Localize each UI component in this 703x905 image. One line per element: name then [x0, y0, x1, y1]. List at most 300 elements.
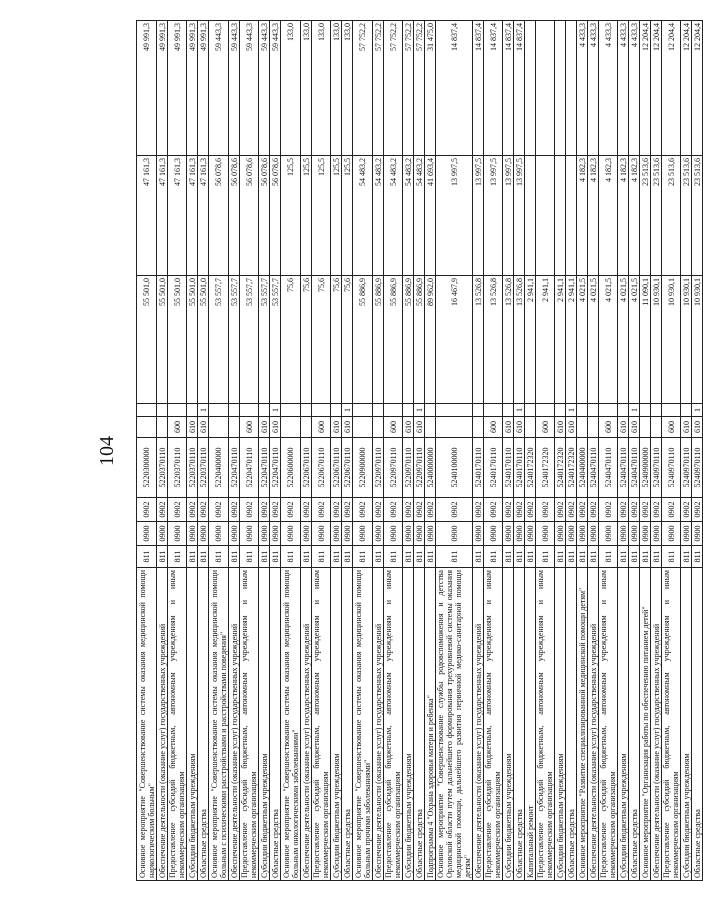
- row-section-code: 0900: [229, 522, 240, 546]
- row-amount-year1: 53 557,7: [259, 276, 270, 404]
- table-row: [425, 21, 436, 881]
- row-subsection-code: 0902: [692, 498, 703, 522]
- row-expense-type: 610: [259, 417, 270, 438]
- row-expense-type: [157, 417, 168, 438]
- row-fund-source: [503, 404, 514, 417]
- row-amount-year1: 55 886,9: [353, 276, 373, 404]
- row-name: Субсидии бюджетным учреждениям: [331, 568, 342, 881]
- row-name: Субсидии бюджетным учреждениям: [259, 568, 270, 881]
- row-expense-type: 610: [342, 417, 353, 438]
- row-section-code: 0900: [473, 522, 484, 546]
- table-row: [259, 21, 270, 881]
- row-subsection-code: 0902: [640, 498, 651, 522]
- row-subsection-code: 0902: [514, 498, 525, 522]
- row-name: Областные средства: [692, 568, 703, 881]
- row-subsection-code: 0902: [331, 498, 342, 522]
- row-ved-code: 811: [651, 546, 662, 568]
- row-expense-type: [281, 417, 301, 438]
- row-fund-source: [373, 404, 384, 417]
- row-expense-type: [436, 417, 473, 438]
- row-amount-year2: 13 997,5: [436, 156, 473, 276]
- row-section-code: 0900: [414, 522, 425, 546]
- row-expense-type: [425, 417, 436, 438]
- row-subsection-code: 0902: [436, 498, 473, 522]
- row-fund-source: 1: [566, 404, 577, 417]
- row-name: Обеспечение деятельности (оказание услуг) государственных учреждений: [651, 568, 662, 881]
- row-section-code: 0900: [588, 522, 599, 546]
- row-section-code: 0900: [281, 522, 301, 546]
- row-expense-type: [353, 417, 373, 438]
- row-ved-code: 811: [281, 546, 301, 568]
- table-row: [187, 21, 198, 881]
- row-ved-code: 811: [187, 546, 198, 568]
- row-ved-code: 811: [301, 546, 312, 568]
- row-fund-source: 1: [198, 404, 209, 417]
- row-name: Основное мероприятие "Развитие специализированной медицинской помощи детям": [577, 568, 588, 881]
- table-row: [414, 21, 425, 881]
- row-name: Областные средства: [198, 568, 209, 881]
- row-target-article: 5240170110: [503, 438, 514, 498]
- row-subsection-code: 0902: [525, 498, 536, 522]
- row-target-article: 5220470110: [229, 438, 240, 498]
- row-target-article: 5220600000: [281, 438, 301, 498]
- row-amount-year1: 55 501,0: [187, 276, 198, 404]
- row-amount-year2: 56 078,6: [270, 156, 281, 276]
- row-expense-type: 610: [414, 417, 425, 438]
- row-ved-code: 811: [331, 546, 342, 568]
- row-name: Субсидии бюджетным учреждениям: [403, 568, 414, 881]
- row-amount-year3: 12 204,4: [640, 21, 651, 156]
- row-amount-year3: 14 837,4: [503, 21, 514, 156]
- row-fund-source: [353, 404, 373, 417]
- row-subsection-code: 0902: [312, 498, 331, 522]
- row-fund-source: [331, 404, 342, 417]
- row-fund-source: [681, 404, 692, 417]
- row-name: Основное мероприятие "Совершенствование системы оказания медицинской помощи больным онкологическими заболеваниями": [281, 568, 301, 881]
- row-section-code: 0900: [514, 522, 525, 546]
- row-expense-type: 610: [566, 417, 577, 438]
- row-amount-year3: 12 204,4: [651, 21, 662, 156]
- row-ved-code: 811: [353, 546, 373, 568]
- row-name: Основное мероприятие "Совершенствование системы оказания медицинской помощи наркологическим больным": [137, 568, 157, 881]
- row-expense-type: [137, 417, 157, 438]
- row-name: Предоставление субсидий бюджетным, автономным учреждениям и иным некоммерческим организациям: [536, 568, 555, 881]
- row-target-article: 5240170110: [473, 438, 484, 498]
- row-section-code: 0900: [240, 522, 259, 546]
- row-target-article: 5220970110: [414, 438, 425, 498]
- row-amount-year3: 31 475,0: [425, 21, 436, 156]
- table-row: [629, 21, 640, 881]
- row-amount-year3: 12 204,4: [681, 21, 692, 156]
- row-target-article: 5240172320: [536, 438, 555, 498]
- row-amount-year1: 13 526,8: [514, 276, 525, 404]
- row-fund-source: [599, 404, 618, 417]
- row-name: Обеспечение деятельности (оказание услуг) государственных учреждений: [588, 568, 599, 881]
- row-ved-code: 811: [403, 546, 414, 568]
- row-expense-type: 600: [536, 417, 555, 438]
- table-row: [640, 21, 651, 881]
- row-amount-year3: 14 837,4: [484, 21, 503, 156]
- row-ved-code: 811: [373, 546, 384, 568]
- row-amount-year3: 57 752,2: [384, 21, 403, 156]
- row-expense-type: [301, 417, 312, 438]
- row-name: Предоставление субсидий бюджетным, автономным учреждениям и иным некоммерческим организациям: [484, 568, 503, 881]
- row-amount-year1: 55 886,9: [384, 276, 403, 404]
- row-target-article: 5240470110: [599, 438, 618, 498]
- row-amount-year3: 133,0: [331, 21, 342, 156]
- row-subsection-code: 0902: [270, 498, 281, 522]
- row-expense-type: [209, 417, 229, 438]
- row-expense-type: 600: [384, 417, 403, 438]
- row-expense-type: 610: [692, 417, 703, 438]
- row-name: Субсидии бюджетным учреждениям: [503, 568, 514, 881]
- row-ved-code: 811: [566, 546, 577, 568]
- row-amount-year2: 4 182,3: [629, 156, 640, 276]
- row-subsection-code: 0902: [198, 498, 209, 522]
- row-ved-code: 811: [259, 546, 270, 568]
- row-amount-year2: 23 513,6: [692, 156, 703, 276]
- row-amount-year3: 49 991,3: [168, 21, 187, 156]
- row-amount-year3: 57 752,2: [353, 21, 373, 156]
- row-amount-year2: 56 078,6: [240, 156, 259, 276]
- row-target-article: 5240172320: [525, 438, 536, 498]
- row-fund-source: [640, 404, 651, 417]
- row-name: Предоставление субсидий бюджетным, автономным учреждениям и иным некоммерческим организациям: [312, 568, 331, 881]
- row-amount-year2: 125,5: [281, 156, 301, 276]
- row-amount-year1: 55 501,0: [168, 276, 187, 404]
- row-amount-year1: 53 557,7: [229, 276, 240, 404]
- row-amount-year3: 4 433,3: [577, 21, 588, 156]
- row-name: Основное мероприятие "Организация работы по обеспечению питанием детей": [640, 568, 651, 881]
- row-target-article: 5240172320: [555, 438, 566, 498]
- row-fund-source: [588, 404, 599, 417]
- row-amount-year2: 47 161,3: [137, 156, 157, 276]
- row-amount-year1: 53 557,7: [209, 276, 229, 404]
- row-section-code: 0900: [640, 522, 651, 546]
- table-row: [373, 21, 384, 881]
- row-ved-code: 811: [270, 546, 281, 568]
- row-section-code: 0900: [353, 522, 373, 546]
- row-expense-type: [473, 417, 484, 438]
- row-name: Капитальный ремонт: [525, 568, 536, 881]
- row-amount-year2: 23 513,6: [662, 156, 681, 276]
- row-section-code: 0900: [536, 522, 555, 546]
- row-fund-source: 1: [270, 404, 281, 417]
- row-ved-code: 811: [577, 546, 588, 568]
- row-subsection-code: 0902: [414, 498, 425, 522]
- row-section-code: 0900: [692, 522, 703, 546]
- row-amount-year1: 4 021,5: [629, 276, 640, 404]
- row-expense-type: 600: [599, 417, 618, 438]
- row-expense-type: 610: [187, 417, 198, 438]
- row-subsection-code: 0902: [566, 498, 577, 522]
- row-amount-year3: 4 433,3: [618, 21, 629, 156]
- row-name: Предоставление субсидий бюджетным, автономным учреждениям и иным некоммерческим организациям: [662, 568, 681, 881]
- row-amount-year2: 54 483,2: [373, 156, 384, 276]
- row-amount-year2: 54 483,2: [384, 156, 403, 276]
- row-name: Обеспечение деятельности (оказание услуг) государственных учреждений: [157, 568, 168, 881]
- page-number: 104: [96, 436, 118, 466]
- row-amount-year3: 133,0: [281, 21, 301, 156]
- row-amount-year3: 14 837,4: [473, 21, 484, 156]
- row-target-article: 5220370110: [168, 438, 187, 498]
- row-ved-code: 811: [312, 546, 331, 568]
- row-expense-type: 600: [240, 417, 259, 438]
- row-ved-code: 811: [525, 546, 536, 568]
- row-subsection-code: 0902: [301, 498, 312, 522]
- row-ved-code: 811: [536, 546, 555, 568]
- row-expense-type: 610: [681, 417, 692, 438]
- row-amount-year3: 133,0: [342, 21, 353, 156]
- table-row: [270, 21, 281, 881]
- row-fund-source: [436, 404, 473, 417]
- table-row: [651, 21, 662, 881]
- row-ved-code: 811: [240, 546, 259, 568]
- row-amount-year3: [566, 21, 577, 156]
- row-fund-source: [259, 404, 270, 417]
- row-name: Предоставление субсидий бюджетным, автономным учреждениям и иным некоммерческим организациям: [599, 568, 618, 881]
- row-ved-code: 811: [384, 546, 403, 568]
- table-row: [353, 21, 373, 881]
- row-amount-year3: 133,0: [301, 21, 312, 156]
- row-amount-year3: 49 991,3: [187, 21, 198, 156]
- row-amount-year1: 13 526,8: [503, 276, 514, 404]
- row-amount-year1: 11 090,1: [640, 276, 651, 404]
- row-amount-year1: 2 941,1: [536, 276, 555, 404]
- row-subsection-code: 0902: [629, 498, 640, 522]
- row-amount-year2: [555, 156, 566, 276]
- table-row: [342, 21, 353, 881]
- row-section-code: 0900: [425, 522, 436, 546]
- row-section-code: 0900: [651, 522, 662, 546]
- table-row: [229, 21, 240, 881]
- row-section-code: 0900: [342, 522, 353, 546]
- row-ved-code: 811: [473, 546, 484, 568]
- table-row: [301, 21, 312, 881]
- row-ved-code: 811: [342, 546, 353, 568]
- row-ved-code: 811: [599, 546, 618, 568]
- row-fund-source: [425, 404, 436, 417]
- row-ved-code: 811: [692, 546, 703, 568]
- row-section-code: 0900: [484, 522, 503, 546]
- row-fund-source: [157, 404, 168, 417]
- table-row: [681, 21, 692, 881]
- row-target-article: 5220370110: [198, 438, 209, 498]
- row-amount-year2: 4 182,3: [618, 156, 629, 276]
- row-fund-source: [137, 404, 157, 417]
- row-target-article: 5220400000: [209, 438, 229, 498]
- row-amount-year2: 47 161,3: [168, 156, 187, 276]
- row-ved-code: 811: [514, 546, 525, 568]
- row-expense-type: 610: [555, 417, 566, 438]
- row-amount-year1: 53 557,7: [270, 276, 281, 404]
- table-row: [566, 21, 577, 881]
- row-amount-year2: 4 182,3: [599, 156, 618, 276]
- row-amount-year2: 23 513,6: [640, 156, 651, 276]
- row-name: Областные средства: [566, 568, 577, 881]
- table-row: [692, 21, 703, 881]
- row-expense-type: [577, 417, 588, 438]
- row-section-code: 0900: [618, 522, 629, 546]
- row-expense-type: 610: [514, 417, 525, 438]
- row-subsection-code: 0902: [209, 498, 229, 522]
- row-expense-type: 600: [168, 417, 187, 438]
- row-amount-year2: 4 182,3: [577, 156, 588, 276]
- row-fund-source: [662, 404, 681, 417]
- row-ved-code: 811: [555, 546, 566, 568]
- row-fund-source: [187, 404, 198, 417]
- row-amount-year1: 10 930,1: [651, 276, 662, 404]
- row-subsection-code: 0902: [281, 498, 301, 522]
- row-expense-type: 610: [503, 417, 514, 438]
- row-target-article: 5240470110: [629, 438, 640, 498]
- row-fund-source: [651, 404, 662, 417]
- row-fund-source: [312, 404, 331, 417]
- row-amount-year3: [525, 21, 536, 156]
- row-fund-source: [577, 404, 588, 417]
- row-ved-code: 811: [436, 546, 473, 568]
- row-subsection-code: 0902: [187, 498, 198, 522]
- row-amount-year3: 4 433,3: [588, 21, 599, 156]
- row-target-article: 5220470110: [240, 438, 259, 498]
- row-target-article: 5240170110: [514, 438, 525, 498]
- table-row: [588, 21, 599, 881]
- row-amount-year2: 125,5: [301, 156, 312, 276]
- row-amount-year1: 55 501,0: [198, 276, 209, 404]
- row-target-article: 5240000000: [425, 438, 436, 498]
- row-name: Субсидии бюджетным учреждениям: [555, 568, 566, 881]
- row-amount-year2: 13 997,5: [514, 156, 525, 276]
- row-amount-year2: [525, 156, 536, 276]
- row-amount-year2: 125,5: [331, 156, 342, 276]
- row-amount-year1: 13 526,8: [484, 276, 503, 404]
- row-amount-year1: 4 021,5: [618, 276, 629, 404]
- row-expense-type: 610: [403, 417, 414, 438]
- row-fund-source: 1: [342, 404, 353, 417]
- row-amount-year2: 56 078,6: [259, 156, 270, 276]
- row-amount-year3: 12 204,4: [692, 21, 703, 156]
- row-amount-year1: 55 501,0: [137, 276, 157, 404]
- row-amount-year3: 57 752,2: [403, 21, 414, 156]
- row-section-code: 0900: [157, 522, 168, 546]
- row-ved-code: 811: [425, 546, 436, 568]
- row-amount-year2: 47 161,3: [198, 156, 209, 276]
- row-fund-source: 1: [514, 404, 525, 417]
- table-row: [240, 21, 259, 881]
- row-section-code: 0900: [503, 522, 514, 546]
- row-expense-type: 610: [618, 417, 629, 438]
- row-amount-year1: 55 886,9: [414, 276, 425, 404]
- row-amount-year1: 10 930,1: [692, 276, 703, 404]
- row-target-article: 5220670110: [342, 438, 353, 498]
- row-target-article: 5220300000: [137, 438, 157, 498]
- row-subsection-code: 0902: [536, 498, 555, 522]
- row-target-article: 5240970110: [651, 438, 662, 498]
- row-amount-year3: 57 752,2: [373, 21, 384, 156]
- row-expense-type: 600: [484, 417, 503, 438]
- row-subsection-code: 0902: [384, 498, 403, 522]
- table-row: [209, 21, 229, 881]
- row-amount-year1: 75,6: [281, 276, 301, 404]
- row-target-article: 5220470110: [270, 438, 281, 498]
- row-subsection-code: 0902: [403, 498, 414, 522]
- row-fund-source: [301, 404, 312, 417]
- row-subsection-code: 0902: [588, 498, 599, 522]
- row-subsection-code: 0902: [473, 498, 484, 522]
- row-name: Основное мероприятие "Совершенствование службы родовспоможения и детства Орловской области путем дальнейшего формирования трехуровневой системы оказания медицинской помощи, дальнейшего развития первичной медико-санитарной помощи детям": [436, 568, 473, 881]
- row-name: Предоставление субсидий бюджетным, автономным учреждениям и иным некоммерческим организациям: [240, 568, 259, 881]
- row-amount-year2: 125,5: [312, 156, 331, 276]
- row-expense-type: [229, 417, 240, 438]
- row-amount-year3: 59 443,3: [259, 21, 270, 156]
- row-target-article: 5220470110: [259, 438, 270, 498]
- row-target-article: 5220970110: [373, 438, 384, 498]
- row-ved-code: 811: [681, 546, 692, 568]
- row-subsection-code: 0902: [168, 498, 187, 522]
- row-section-code: 0900: [566, 522, 577, 546]
- row-amount-year2: 41 693,4: [425, 156, 436, 276]
- row-amount-year1: 10 930,1: [681, 276, 692, 404]
- row-amount-year1: 16 467,9: [436, 276, 473, 404]
- row-ved-code: 811: [588, 546, 599, 568]
- row-section-code: 0900: [301, 522, 312, 546]
- table-row: [555, 21, 566, 881]
- row-amount-year1: 4 021,5: [588, 276, 599, 404]
- row-section-code: 0900: [209, 522, 229, 546]
- row-target-article: 5240100000: [436, 438, 473, 498]
- row-section-code: 0900: [436, 522, 473, 546]
- row-expense-type: [588, 417, 599, 438]
- row-amount-year1: 2 941,1: [555, 276, 566, 404]
- row-section-code: 0900: [662, 522, 681, 546]
- row-fund-source: 1: [414, 404, 425, 417]
- row-section-code: 0900: [384, 522, 403, 546]
- row-section-code: 0900: [312, 522, 331, 546]
- row-amount-year1: 4 021,5: [577, 276, 588, 404]
- row-name: Обеспечение деятельности (оказание услуг) государственных учреждений: [373, 568, 384, 881]
- row-target-article: 5220670110: [301, 438, 312, 498]
- row-amount-year1: 53 557,7: [240, 276, 259, 404]
- row-subsection-code: 0902: [662, 498, 681, 522]
- row-amount-year3: 59 443,3: [270, 21, 281, 156]
- row-amount-year1: 2 941,1: [566, 276, 577, 404]
- row-name: Предоставление субсидий бюджетным, автономным учреждениям и иным некоммерческим организациям: [168, 568, 187, 881]
- row-expense-type: 600: [312, 417, 331, 438]
- row-amount-year2: 56 078,6: [209, 156, 229, 276]
- row-amount-year3: [555, 21, 566, 156]
- table-row: [473, 21, 484, 881]
- row-fund-source: [484, 404, 503, 417]
- row-name: Субсидии бюджетным учреждениям: [618, 568, 629, 881]
- row-fund-source: 1: [629, 404, 640, 417]
- row-target-article: 5220900000: [353, 438, 373, 498]
- row-amount-year1: 2 941,1: [525, 276, 536, 404]
- row-amount-year2: 23 513,6: [651, 156, 662, 276]
- row-target-article: 5240172320: [566, 438, 577, 498]
- row-amount-year3: 59 443,3: [229, 21, 240, 156]
- row-ved-code: 811: [137, 546, 157, 568]
- row-amount-year3: 133,0: [312, 21, 331, 156]
- row-subsection-code: 0902: [555, 498, 566, 522]
- row-target-article: 5240470110: [618, 438, 629, 498]
- row-amount-year2: [536, 156, 555, 276]
- row-ved-code: 811: [629, 546, 640, 568]
- row-section-code: 0900: [525, 522, 536, 546]
- row-target-article: 5220970110: [384, 438, 403, 498]
- row-ved-code: 811: [484, 546, 503, 568]
- row-name: Областные средства: [414, 568, 425, 881]
- row-amount-year2: 47 161,3: [187, 156, 198, 276]
